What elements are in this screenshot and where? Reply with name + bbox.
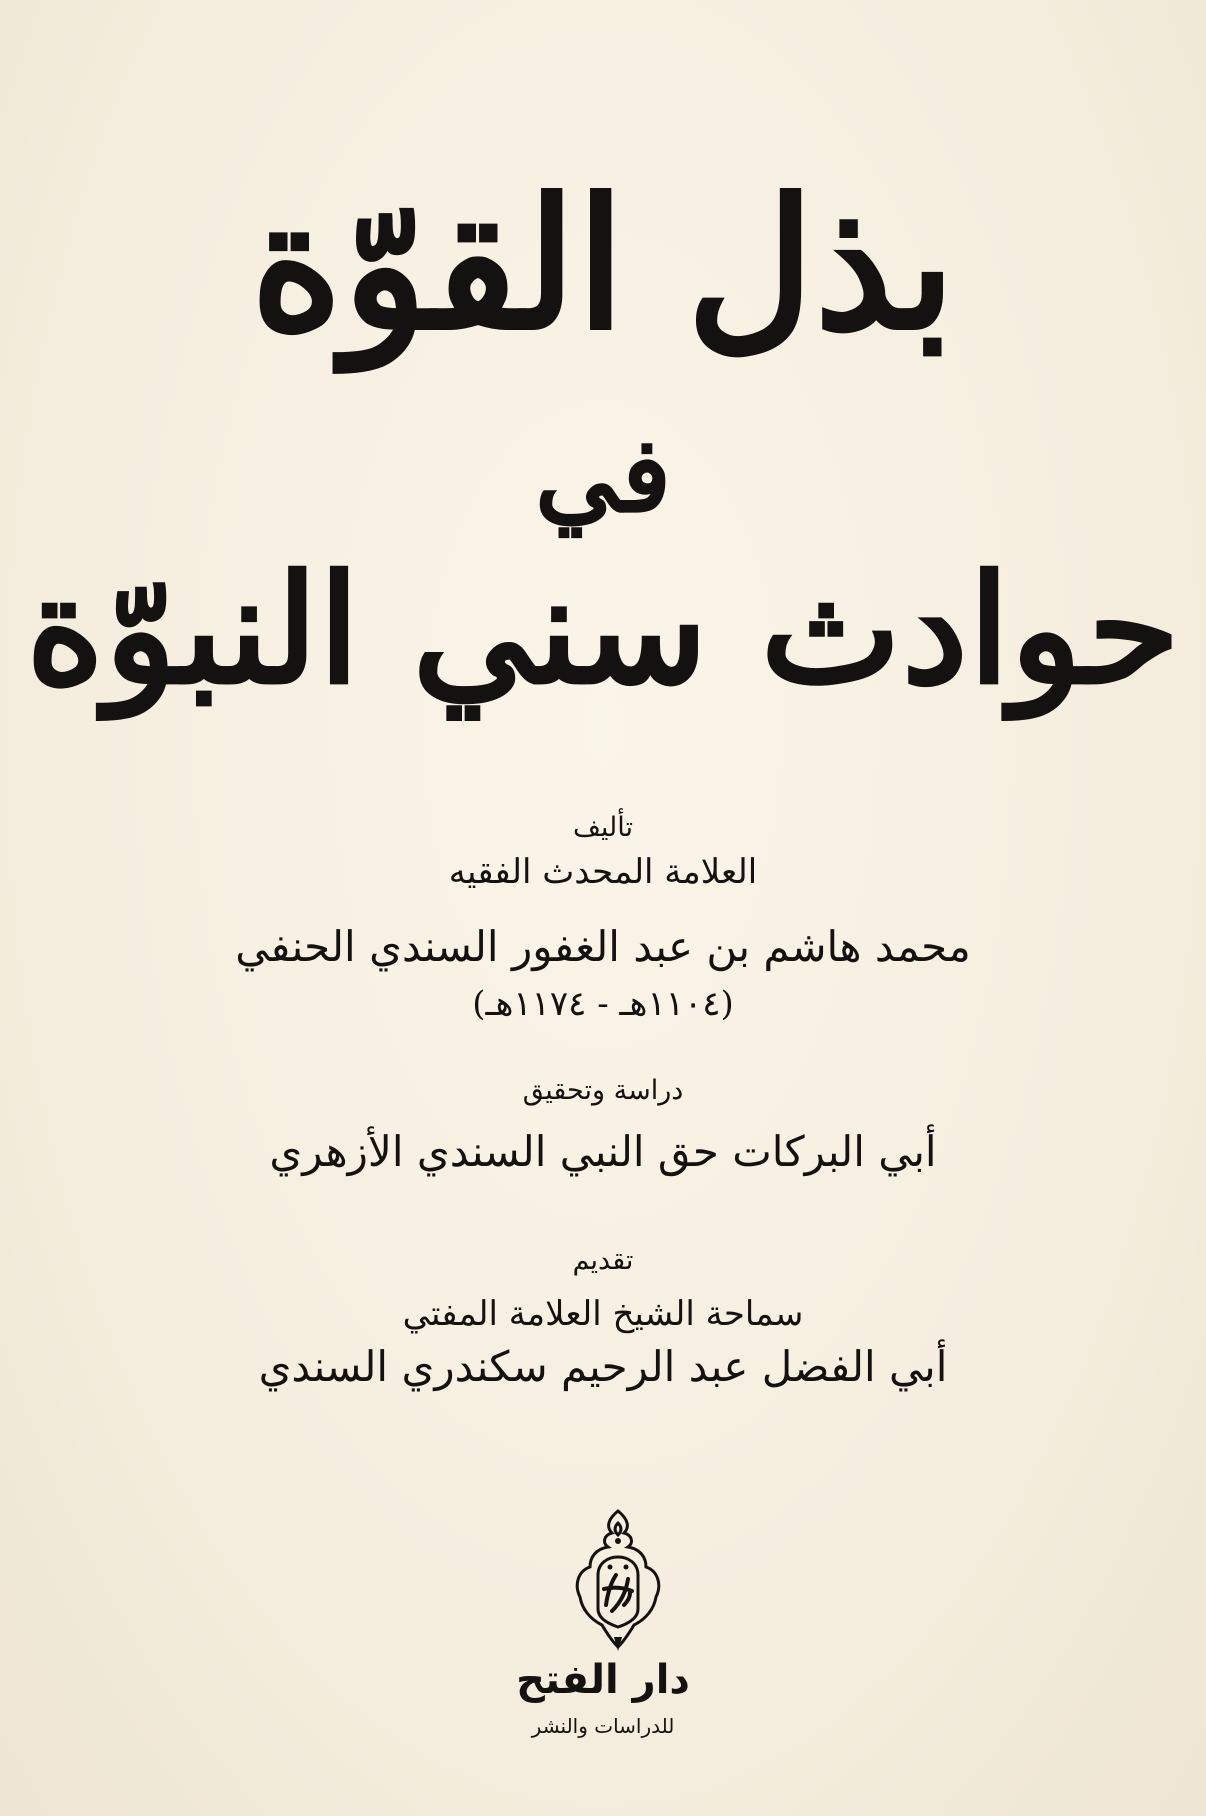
editor-name: أبي البركات حق النبي السندي الأزهري xyxy=(269,1127,937,1176)
publisher-subtitle: للدراسات والنشر xyxy=(531,1714,675,1738)
book-title-connector: في xyxy=(534,413,672,536)
author-dates: (١١٠٤هـ - ١١٧٤هـ) xyxy=(472,984,734,1024)
preface-label: تقديم xyxy=(572,1245,634,1276)
book-title-subtitle: حوادث سني النبوّة xyxy=(25,542,1181,718)
author-name: محمد هاشم بن عبد الغفور السندي الحنفي xyxy=(235,922,971,971)
book-title-main: بذل القوّة xyxy=(250,158,956,371)
preface-author-name: أبي الفضل عبد الرحيم سكندري السندي xyxy=(258,1342,948,1391)
preface-honorific: سماحة الشيخ العلامة المفتي xyxy=(402,1294,804,1334)
author-honorific: العلامة المحدث الفقيه xyxy=(448,852,758,892)
publisher-name: دار الفتح xyxy=(516,1657,690,1703)
author-label: تأليف xyxy=(572,812,634,843)
editor-label: دراسة وتحقيق xyxy=(522,1075,684,1106)
publisher-emblem-icon xyxy=(568,1505,668,1655)
